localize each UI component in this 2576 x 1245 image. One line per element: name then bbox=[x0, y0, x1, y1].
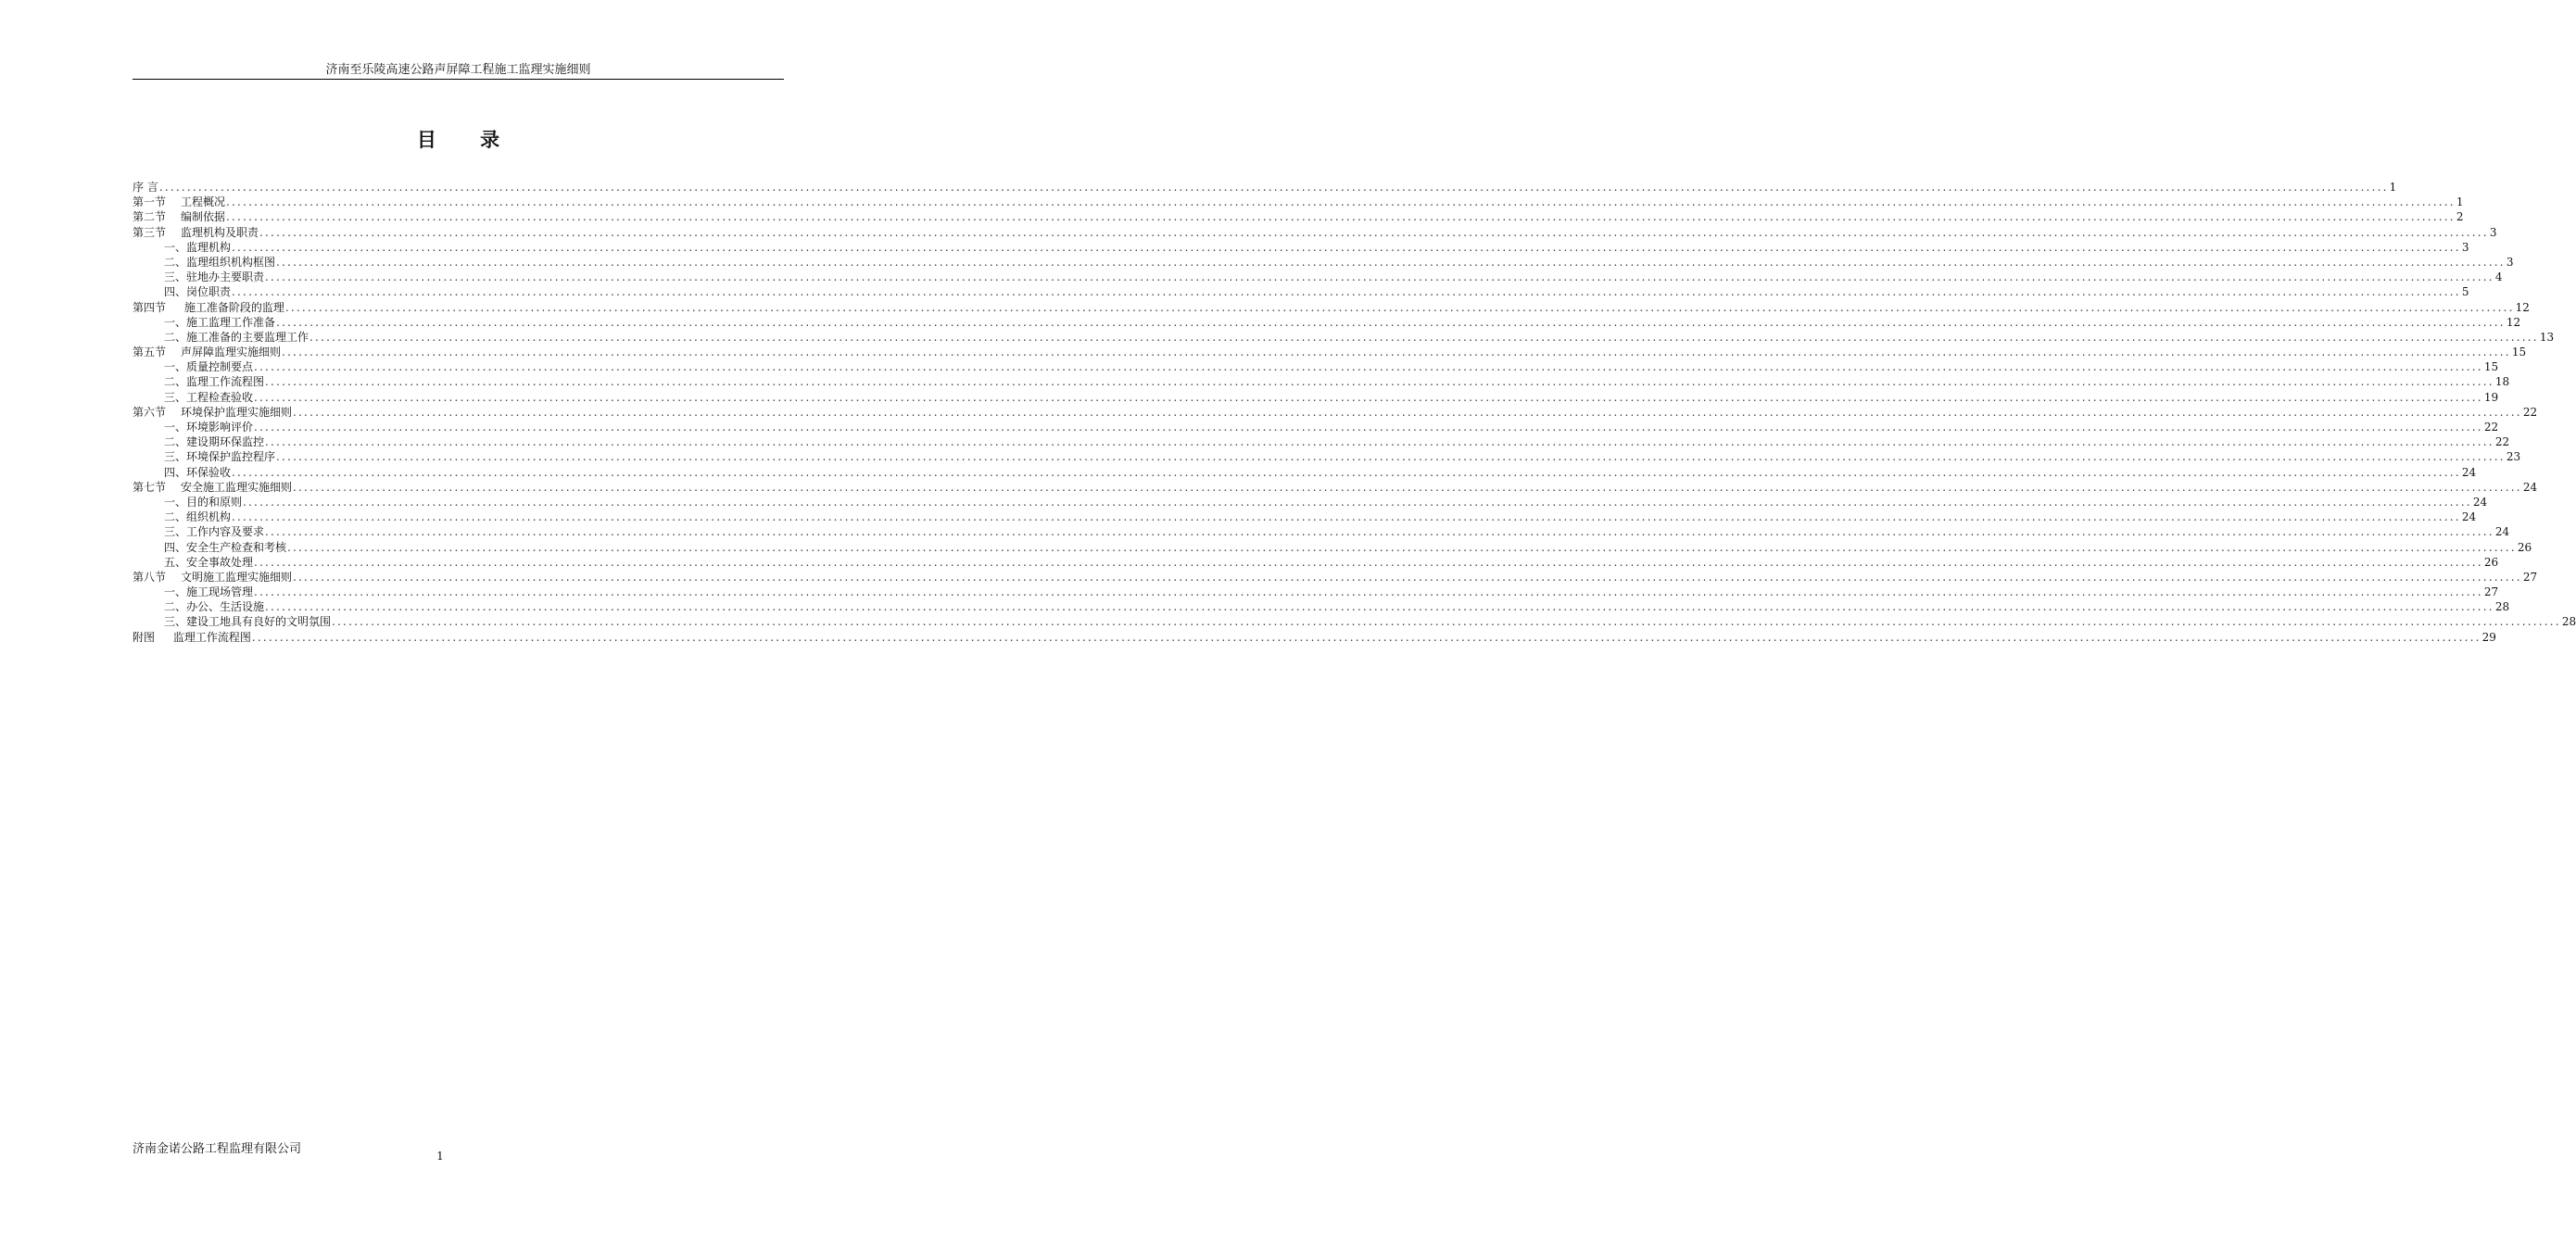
toc-dot-leader: ................................................................................................................................................................................................................................................................................................................................................................................................................ bbox=[265, 525, 2494, 539]
toc-entry-text: 监理机构及职责 bbox=[181, 225, 259, 239]
toc-entry[interactable] bbox=[133, 240, 2469, 255]
toc-entry-text: 办公、生活设施 bbox=[186, 600, 265, 614]
toc-entry[interactable] bbox=[133, 315, 2521, 330]
toc-dot-leader: ................................................................................................................................................................................................................................................................................................................................................................................................................ bbox=[265, 375, 2494, 389]
toc-entry-page: 23 bbox=[2506, 450, 2521, 464]
toc-entry-page: 3 bbox=[2506, 255, 2514, 269]
toc-entry[interactable] bbox=[133, 225, 2497, 240]
toc-entry-number: 第五节 bbox=[133, 346, 167, 359]
toc-entry-label bbox=[133, 405, 292, 420]
toc-entry[interactable] bbox=[133, 180, 2397, 195]
toc-entry-number: 三、 bbox=[164, 450, 187, 464]
toc-dot-leader: ................................................................................................................................................................................................................................................................................................................................................................................................................ bbox=[265, 600, 2494, 614]
toc-entry-label bbox=[164, 284, 231, 299]
toc-entry-text: 质量控制要点 bbox=[186, 360, 254, 374]
toc-entry-page: 5 bbox=[2461, 285, 2469, 299]
toc-entry-text: 环保验收 bbox=[186, 465, 232, 479]
toc-entry-number: 第三节 bbox=[133, 225, 167, 239]
toc-entry-page: 22 bbox=[2522, 405, 2538, 419]
toc-dot-leader: ................................................................................................................................................................................................................................................................................................................................................................................................................ bbox=[254, 585, 2483, 599]
toc-entry-label bbox=[133, 570, 292, 585]
toc-dot-leader: ................................................................................................................................................................................................................................................................................................................................................................................................................ bbox=[282, 346, 2511, 359]
toc-entry[interactable] bbox=[133, 480, 2538, 495]
toc-entry-text: 声屏障监理实施细则 bbox=[181, 346, 282, 359]
toc-entry-text: 目的和原则 bbox=[186, 495, 243, 509]
toc-dot-leader: ................................................................................................................................................................................................................................................................................................................................................................................................................ bbox=[254, 360, 2483, 374]
toc-entry[interactable] bbox=[133, 330, 2555, 345]
toc-entry-label bbox=[164, 420, 253, 434]
toc-entry[interactable] bbox=[133, 255, 2514, 270]
toc-entry[interactable] bbox=[133, 585, 2499, 599]
toc-dot-leader: ................................................................................................................................................................................................................................................................................................................................................................................................................ bbox=[309, 330, 2539, 344]
toc-entry-text: 施工准备的主要监理工作 bbox=[186, 330, 309, 344]
toc-entry[interactable] bbox=[133, 495, 2488, 509]
toc-entry-number: 附图 bbox=[133, 630, 156, 644]
toc-entry-number: 四、 bbox=[164, 465, 187, 479]
toc-entry-number: 第一节 bbox=[133, 195, 167, 209]
toc-entry-page: 27 bbox=[2522, 570, 2538, 584]
toc-entry-number: 第七节 bbox=[133, 480, 167, 494]
toc-entry-label bbox=[164, 390, 253, 405]
toc-entry[interactable] bbox=[133, 509, 2477, 524]
toc-entry-number: 二、 bbox=[164, 435, 187, 449]
toc-entry-label bbox=[164, 270, 264, 284]
toc-entry-page: 24 bbox=[2522, 480, 2538, 494]
toc-entry-number: 一、 bbox=[164, 315, 187, 329]
toc-entry-number: 一、 bbox=[164, 585, 187, 599]
toc-entry-label bbox=[164, 495, 242, 509]
toc-dot-leader: ................................................................................................................................................................................................................................................................................................................................................................................................................ bbox=[243, 495, 2472, 509]
toc-dot-leader: ................................................................................................................................................................................................................................................................................................................................................................................................................ bbox=[226, 195, 2456, 209]
toc-entry-number: 四、 bbox=[164, 285, 187, 299]
toc-entry-label bbox=[133, 480, 292, 495]
toc-entry-number: 三、 bbox=[164, 525, 187, 539]
toc-dot-leader: ................................................................................................................................................................................................................................................................................................................................................................................................................ bbox=[232, 465, 2461, 479]
toc-entry-text: 施工监理工作准备 bbox=[186, 315, 276, 329]
toc-entry-text: 文明施工监理实施细则 bbox=[181, 570, 293, 584]
toc-entry-page: 28 bbox=[2494, 600, 2510, 614]
toc-entry-page: 4 bbox=[2494, 270, 2503, 284]
toc-entry[interactable] bbox=[133, 374, 2510, 389]
toc-entry-label bbox=[164, 465, 231, 480]
toc-entry-text: 编制依据 bbox=[181, 210, 226, 224]
toc-entry-label bbox=[164, 449, 275, 464]
toc-entry-text: 施工现场管理 bbox=[186, 585, 254, 599]
toc-entry-text: 施工准备阶段的监理 bbox=[181, 300, 284, 314]
toc-entry-label bbox=[133, 225, 259, 240]
toc-entry[interactable] bbox=[133, 465, 2477, 480]
toc-entry-label bbox=[164, 359, 253, 374]
toc-entry-page: 3 bbox=[2461, 240, 2469, 254]
toc-entry[interactable] bbox=[133, 599, 2510, 614]
toc-entry-page: 27 bbox=[2483, 585, 2499, 599]
toc-entry[interactable] bbox=[133, 284, 2469, 299]
toc-entry-page: 15 bbox=[2511, 346, 2527, 359]
toc-entry-text: 岗位职责 bbox=[186, 285, 232, 299]
toc-dot-leader: ................................................................................................................................................................................................................................................................................................................................................................................................................ bbox=[226, 210, 2456, 224]
toc-entry-page: 2 bbox=[2456, 210, 2464, 224]
toc-dot-leader: ................................................................................................................................................................................................................................................................................................................................................................................................................ bbox=[158, 181, 2389, 194]
toc-entry[interactable] bbox=[133, 420, 2499, 434]
toc-entry-text: 组织机构 bbox=[186, 510, 232, 524]
toc-entry-text: 安全事故处理 bbox=[186, 555, 254, 569]
toc-dot-leader: ................................................................................................................................................................................................................................................................................................................................................................................................................ bbox=[284, 300, 2515, 314]
toc-entry-number: 第六节 bbox=[133, 405, 167, 419]
toc-entry-page: 15 bbox=[2483, 360, 2499, 374]
toc-entry-page: 3 bbox=[2489, 225, 2497, 239]
toc-entry-text: 工程概况 bbox=[181, 195, 226, 209]
toc-entry[interactable] bbox=[133, 270, 2503, 284]
toc-entry-number: 一、 bbox=[164, 495, 187, 509]
toc-dot-leader: ................................................................................................................................................................................................................................................................................................................................................................................................................ bbox=[232, 240, 2461, 254]
toc-entry-label bbox=[164, 374, 264, 389]
toc-entry-page: 28 bbox=[2561, 615, 2576, 629]
toc-entry-text: 环境保护监理实施细则 bbox=[181, 405, 293, 419]
toc-entry[interactable] bbox=[133, 195, 2464, 209]
toc-entry[interactable] bbox=[133, 614, 2576, 629]
toc-dot-leader: ................................................................................................................................................................................................................................................................................................................................................................................................................ bbox=[254, 421, 2483, 434]
toc-entry-label bbox=[164, 315, 275, 330]
toc-entry-number: 三、 bbox=[164, 615, 187, 629]
toc-entry-number: 二、 bbox=[164, 375, 187, 389]
toc-entry-page: 24 bbox=[2461, 510, 2477, 524]
toc-dot-leader: ................................................................................................................................................................................................................................................................................................................................................................................................................ bbox=[265, 435, 2494, 449]
toc-dot-leader: ................................................................................................................................................................................................................................................................................................................................................................................................................ bbox=[265, 270, 2494, 284]
toc-entry-number: 第八节 bbox=[133, 570, 167, 584]
toc-dot-leader: ................................................................................................................................................................................................................................................................................................................................................................................................................ bbox=[287, 540, 2517, 554]
toc-entry-label bbox=[133, 195, 225, 209]
toc-entry-page: 19 bbox=[2483, 390, 2499, 404]
toc-dot-leader: ................................................................................................................................................................................................................................................................................................................................................................................................................ bbox=[232, 285, 2461, 299]
toc-dot-leader: ................................................................................................................................................................................................................................................................................................................................................................................................................ bbox=[254, 390, 2483, 404]
toc-entry[interactable] bbox=[133, 570, 2538, 585]
toc-entry-text: 安全生产检查和考核 bbox=[186, 540, 287, 554]
toc-entry-label bbox=[164, 434, 264, 449]
toc-entry-label bbox=[164, 540, 286, 555]
toc-entry-text: 驻地办主要职责 bbox=[186, 270, 265, 284]
toc-entry-number: 序 言 bbox=[133, 181, 158, 194]
toc-entry[interactable] bbox=[133, 359, 2499, 374]
toc-entry-label bbox=[164, 524, 264, 539]
toc-entry-number: 三、 bbox=[164, 270, 187, 284]
toc-entry-number: 一、 bbox=[164, 421, 187, 434]
toc-entry-text: 安全施工监理实施细则 bbox=[181, 480, 293, 494]
footer-company: 济南金诺公路工程监理有限公司 bbox=[133, 1142, 302, 1156]
toc-entry-number: 第四节 bbox=[133, 300, 167, 314]
toc-entry-page: 22 bbox=[2494, 435, 2510, 449]
toc-entry-text: 环境影响评价 bbox=[186, 421, 254, 434]
toc-entry-number: 一、 bbox=[164, 240, 187, 254]
toc-entry-number: 二、 bbox=[164, 255, 187, 269]
toc-entry-number: 三、 bbox=[164, 390, 187, 404]
toc-entry-label bbox=[133, 345, 281, 359]
toc-entry-label bbox=[164, 330, 309, 345]
toc-entry-text: 监理机构 bbox=[186, 240, 232, 254]
toc-entry-text: 建设期环保监控 bbox=[186, 435, 265, 449]
toc-dot-leader: ................................................................................................................................................................................................................................................................................................................................................................................................................ bbox=[293, 405, 2522, 419]
toc-entry-page: 22 bbox=[2483, 421, 2499, 434]
toc-dot-leader: ................................................................................................................................................................................................................................................................................................................................................................................................................ bbox=[276, 450, 2506, 464]
running-header: 济南至乐陵高速公路声屏障工程施工监理实施细则 bbox=[325, 63, 591, 77]
toc-entry-label bbox=[164, 555, 253, 570]
toc-entry-page: 18 bbox=[2494, 375, 2510, 389]
toc-entry-label bbox=[133, 180, 158, 195]
toc-entry-page: 26 bbox=[2483, 555, 2499, 569]
toc-entry-number: 一、 bbox=[164, 360, 187, 374]
toc-title: 目 录 bbox=[416, 128, 519, 151]
toc-entry-number: 二、 bbox=[164, 600, 187, 614]
toc-dot-leader: ................................................................................................................................................................................................................................................................................................................................................................................................................ bbox=[276, 315, 2506, 329]
toc-entry-label bbox=[164, 599, 264, 614]
header-rule bbox=[133, 79, 784, 80]
toc-dot-leader: ................................................................................................................................................................................................................................................................................................................................................................................................................ bbox=[293, 570, 2522, 584]
toc-entry-label bbox=[164, 614, 331, 629]
toc-entry[interactable] bbox=[133, 209, 2464, 224]
table-of-contents bbox=[133, 180, 2576, 645]
toc-entry-page: 1 bbox=[2389, 181, 2397, 194]
toc-dot-leader: ................................................................................................................................................................................................................................................................................................................................................................................................................ bbox=[259, 225, 2489, 239]
toc-entry-number: 五、 bbox=[164, 555, 187, 569]
toc-dot-leader: ................................................................................................................................................................................................................................................................................................................................................................................................................ bbox=[232, 510, 2461, 524]
toc-entry[interactable] bbox=[133, 524, 2510, 539]
toc-entry-label bbox=[133, 630, 251, 645]
toc-entry-label bbox=[164, 255, 275, 270]
toc-dot-leader: ................................................................................................................................................................................................................................................................................................................................................................................................................ bbox=[254, 555, 2483, 569]
toc-entry-label bbox=[164, 509, 231, 524]
toc-entry-label bbox=[164, 240, 231, 255]
toc-entry-page: 24 bbox=[2494, 525, 2510, 539]
toc-dot-leader: ................................................................................................................................................................................................................................................................................................................................................................................................................ bbox=[332, 615, 2561, 629]
toc-entry[interactable] bbox=[133, 434, 2510, 449]
toc-entry-label bbox=[133, 300, 284, 315]
toc-entry[interactable] bbox=[133, 300, 2530, 315]
toc-entry-text: 监理工作流程图 bbox=[170, 630, 251, 644]
toc-entry-text: 监理组织机构框图 bbox=[186, 255, 276, 269]
toc-entry-number: 二、 bbox=[164, 330, 187, 344]
toc-entry-text: 工作内容及要求 bbox=[186, 525, 265, 539]
toc-entry-page: 13 bbox=[2539, 330, 2555, 344]
toc-entry-text: 环境保护监控程序 bbox=[186, 450, 276, 464]
toc-entry-label bbox=[133, 209, 225, 224]
toc-entry-text: 建设工地具有良好的文明氛围 bbox=[186, 615, 332, 629]
toc-entry-label bbox=[164, 585, 253, 599]
toc-entry-text: 工程检查验收 bbox=[186, 390, 254, 404]
toc-entry[interactable] bbox=[133, 405, 2538, 420]
toc-entry-page: 12 bbox=[2506, 315, 2521, 329]
toc-entry-page: 26 bbox=[2517, 540, 2532, 554]
toc-entry[interactable] bbox=[133, 390, 2499, 405]
toc-entry[interactable] bbox=[133, 449, 2521, 464]
toc-dot-leader: ................................................................................................................................................................................................................................................................................................................................................................................................................ bbox=[276, 255, 2506, 269]
toc-entry-page: 1 bbox=[2456, 195, 2464, 209]
toc-dot-leader: ................................................................................................................................................................................................................................................................................................................................................................................................................ bbox=[251, 630, 2481, 644]
toc-dot-leader: ................................................................................................................................................................................................................................................................................................................................................................................................................ bbox=[293, 480, 2522, 494]
page-number: 1 bbox=[436, 1150, 444, 1163]
toc-entry-page: 24 bbox=[2461, 465, 2477, 479]
toc-entry-number: 二、 bbox=[164, 510, 187, 524]
toc-entry-page: 29 bbox=[2481, 630, 2496, 644]
toc-entry[interactable] bbox=[133, 540, 2532, 555]
toc-entry[interactable] bbox=[133, 630, 2496, 645]
toc-entry-text: 监理工作流程图 bbox=[186, 375, 265, 389]
toc-entry-number: 第二节 bbox=[133, 210, 167, 224]
toc-entry-page: 24 bbox=[2472, 495, 2488, 509]
toc-entry-page: 12 bbox=[2515, 300, 2530, 314]
toc-entry[interactable] bbox=[133, 555, 2499, 570]
toc-entry-number: 四、 bbox=[164, 540, 187, 554]
toc-entry[interactable] bbox=[133, 345, 2527, 359]
